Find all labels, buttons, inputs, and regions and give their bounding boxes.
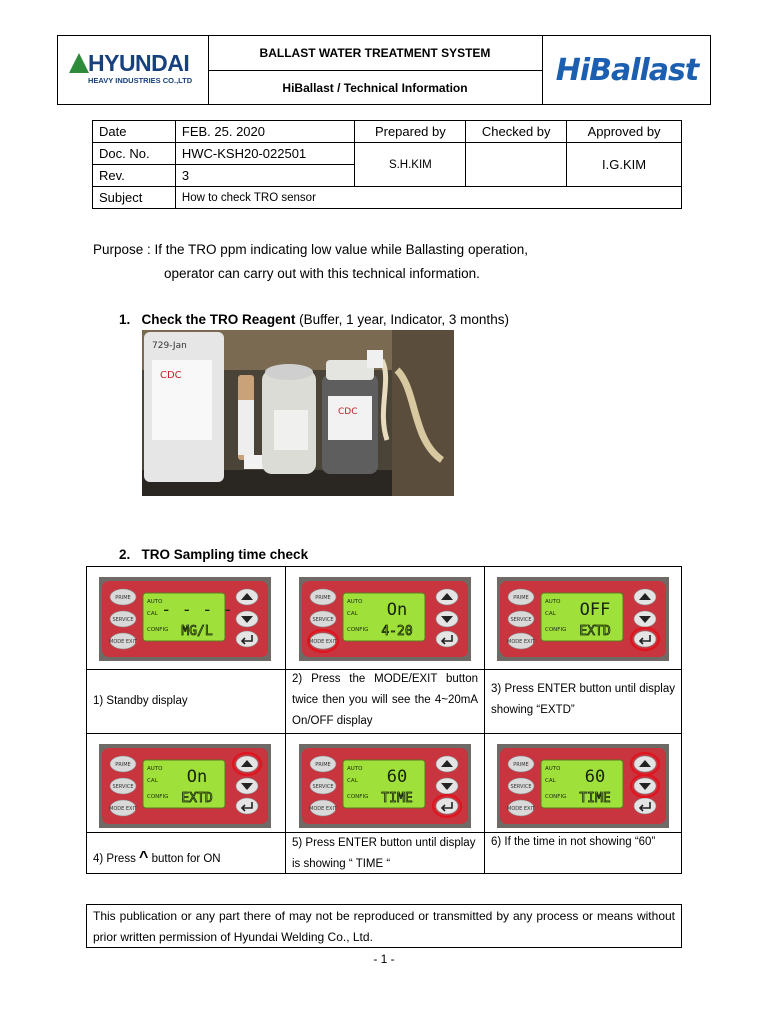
- lcd-unit: 4-20: [381, 624, 413, 639]
- purpose-line-1: Purpose : If the TRO ppm indicating low value while Ballasting operation,: [93, 242, 528, 257]
- purpose-line-2: operator can carry out with this technical information.: [164, 266, 480, 281]
- copyright-notice: This publication or any part there of may not be reproduced or transmitted by any process or means without prior written permission of Hyundai Welding Co., Ltd.: [86, 904, 682, 948]
- steps-grid: [86, 566, 682, 874]
- lcd-unit: TIME: [381, 791, 413, 806]
- step-3-caption: 3) Press ENTER button until display showing “EXTD”: [491, 683, 675, 716]
- lcd-label-auto: AUTO: [347, 766, 363, 772]
- panel-step-6: [497, 744, 669, 833]
- lcd-value: 60: [386, 767, 408, 787]
- lcd-unit: MG/L: [181, 624, 213, 639]
- lcd-label-auto: AUTO: [545, 766, 561, 772]
- panel-label-mode: MODE EXIT: [507, 639, 535, 645]
- panel-step-2: [299, 577, 471, 666]
- lcd-unit: EXTD: [181, 791, 213, 806]
- svg-text:CDC: CDC: [160, 370, 182, 381]
- document-title: BALLAST WATER TREATMENT SYSTEM: [208, 36, 542, 71]
- panel-label-service: SERVICE: [112, 617, 134, 623]
- lcd-label-auto: AUTO: [545, 599, 561, 605]
- panel-step-5: [299, 744, 471, 833]
- lcd-label-cal: CAL: [147, 611, 158, 617]
- date-value: FEB. 25. 2020: [175, 121, 355, 143]
- section-2-heading: [119, 547, 308, 562]
- panel-label-service: SERVICE: [112, 784, 134, 790]
- panel-label-service: SERVICE: [312, 617, 334, 623]
- subject-label: Subject: [93, 187, 176, 209]
- panel-label-prime: PRIME: [115, 762, 131, 768]
- panel-label-service: SERVICE: [510, 784, 532, 790]
- step-4-caption-pre: 4) Press: [93, 853, 136, 865]
- panel-label-prime: PRIME: [315, 762, 331, 768]
- panel-label-mode: MODE EXIT: [109, 806, 137, 812]
- panel-label-prime: PRIME: [115, 595, 131, 601]
- document-header: [57, 35, 711, 105]
- lcd-label-config: CONFIG: [147, 794, 169, 800]
- lcd-unit: TIME: [579, 791, 611, 806]
- lcd-label-cal: CAL: [347, 778, 358, 784]
- lcd-label-cal: CAL: [147, 778, 158, 784]
- checked-by-label: Checked by: [466, 121, 567, 143]
- svg-text:CDC: CDC: [338, 407, 358, 417]
- svg-text:729-Jan: 729-Jan: [152, 341, 187, 351]
- lcd-label-config: CONFIG: [347, 627, 369, 633]
- date-label: Date: [93, 121, 176, 143]
- panel-label-mode: MODE EXIT: [309, 806, 337, 812]
- prepared-by-label: Prepared by: [355, 121, 466, 143]
- panel-label-prime: PRIME: [513, 762, 529, 768]
- lcd-value: 60: [584, 767, 606, 787]
- step-1-caption: 1) Standby display: [93, 695, 188, 707]
- lcd-value: - - - -: [161, 600, 233, 620]
- lcd-label-config: CONFIG: [545, 794, 567, 800]
- document-subtitle: HiBallast / Technical Information: [282, 80, 468, 95]
- doc-no-label: Doc. No.: [93, 143, 176, 165]
- reagent-photo: [142, 330, 454, 496]
- panel-step-4: [99, 744, 271, 833]
- approved-by-label: Approved by: [567, 121, 682, 143]
- lcd-label-config: CONFIG: [545, 627, 567, 633]
- brand-logo: [543, 36, 711, 104]
- section-2-number: 2.: [119, 547, 131, 562]
- page-number: - 1 -: [373, 952, 395, 966]
- lcd-label-config: CONFIG: [347, 794, 369, 800]
- panel-label-mode: MODE EXIT: [507, 806, 535, 812]
- section-1-title: Check the TRO Reagent: [141, 312, 296, 327]
- rev-value: 3: [175, 165, 355, 187]
- lcd-value: On: [386, 600, 408, 620]
- panel-step-3: [497, 577, 669, 666]
- checked-by-value: [466, 143, 567, 187]
- panel-label-prime: PRIME: [315, 595, 331, 601]
- caret-up-icon: ^: [139, 849, 149, 866]
- step-5-caption: 5) Press ENTER button until display is showing “ TIME “: [292, 837, 476, 870]
- step-6-caption: 6) If the time in not showing “60”: [491, 836, 656, 848]
- lcd-label-auto: AUTO: [147, 766, 163, 772]
- lcd-label-cal: CAL: [545, 611, 556, 617]
- doc-no-value: HWC-KSH20-022501: [175, 143, 355, 165]
- step-4-caption: [93, 847, 221, 870]
- lcd-label-cal: CAL: [347, 611, 358, 617]
- hyundai-triangle-icon: [68, 52, 90, 74]
- panel-label-service: SERVICE: [510, 617, 532, 623]
- prepared-by-value: S.H.KIM: [355, 143, 466, 187]
- step-2-caption: 2) Press the MODE/EXIT button twice then you will see the 4~20mA On/OFF display: [292, 673, 478, 727]
- panel-label-prime: PRIME: [513, 595, 529, 601]
- brand-logo-text: HiBallast: [555, 52, 699, 88]
- company-logo-word: HYUNDAI: [88, 50, 190, 76]
- lcd-unit: EXTD: [579, 624, 611, 639]
- section-1-note: (Buffer, 1 year, Indicator, 3 months): [299, 312, 509, 327]
- lcd-label-auto: AUTO: [147, 599, 163, 605]
- company-logo-sub: HEAVY INDUSTRIES CO.,LTD: [88, 76, 193, 85]
- section-1-number: 1.: [119, 312, 131, 327]
- section-2-title: TRO Sampling time check: [141, 547, 309, 562]
- lcd-label-config: CONFIG: [147, 627, 169, 633]
- panel-step-1: [99, 577, 271, 666]
- lcd-label-cal: CAL: [545, 778, 556, 784]
- lcd-value: On: [186, 767, 208, 787]
- step-4-caption-post: button for ON: [151, 853, 221, 865]
- lcd-value: OFF: [579, 600, 611, 620]
- company-logo: [58, 36, 209, 104]
- section-1-heading: [119, 312, 509, 327]
- lcd-label-auto: AUTO: [347, 599, 363, 605]
- rev-label: Rev.: [93, 165, 176, 187]
- panel-label-service: SERVICE: [312, 784, 334, 790]
- subject-value: How to check TRO sensor: [175, 187, 681, 209]
- panel-label-mode: MODE EXIT: [109, 639, 137, 645]
- panel-label-mode: MODE EXIT: [309, 639, 337, 645]
- document-info-table: [92, 120, 682, 209]
- approved-by-value: I.G.KIM: [567, 143, 682, 187]
